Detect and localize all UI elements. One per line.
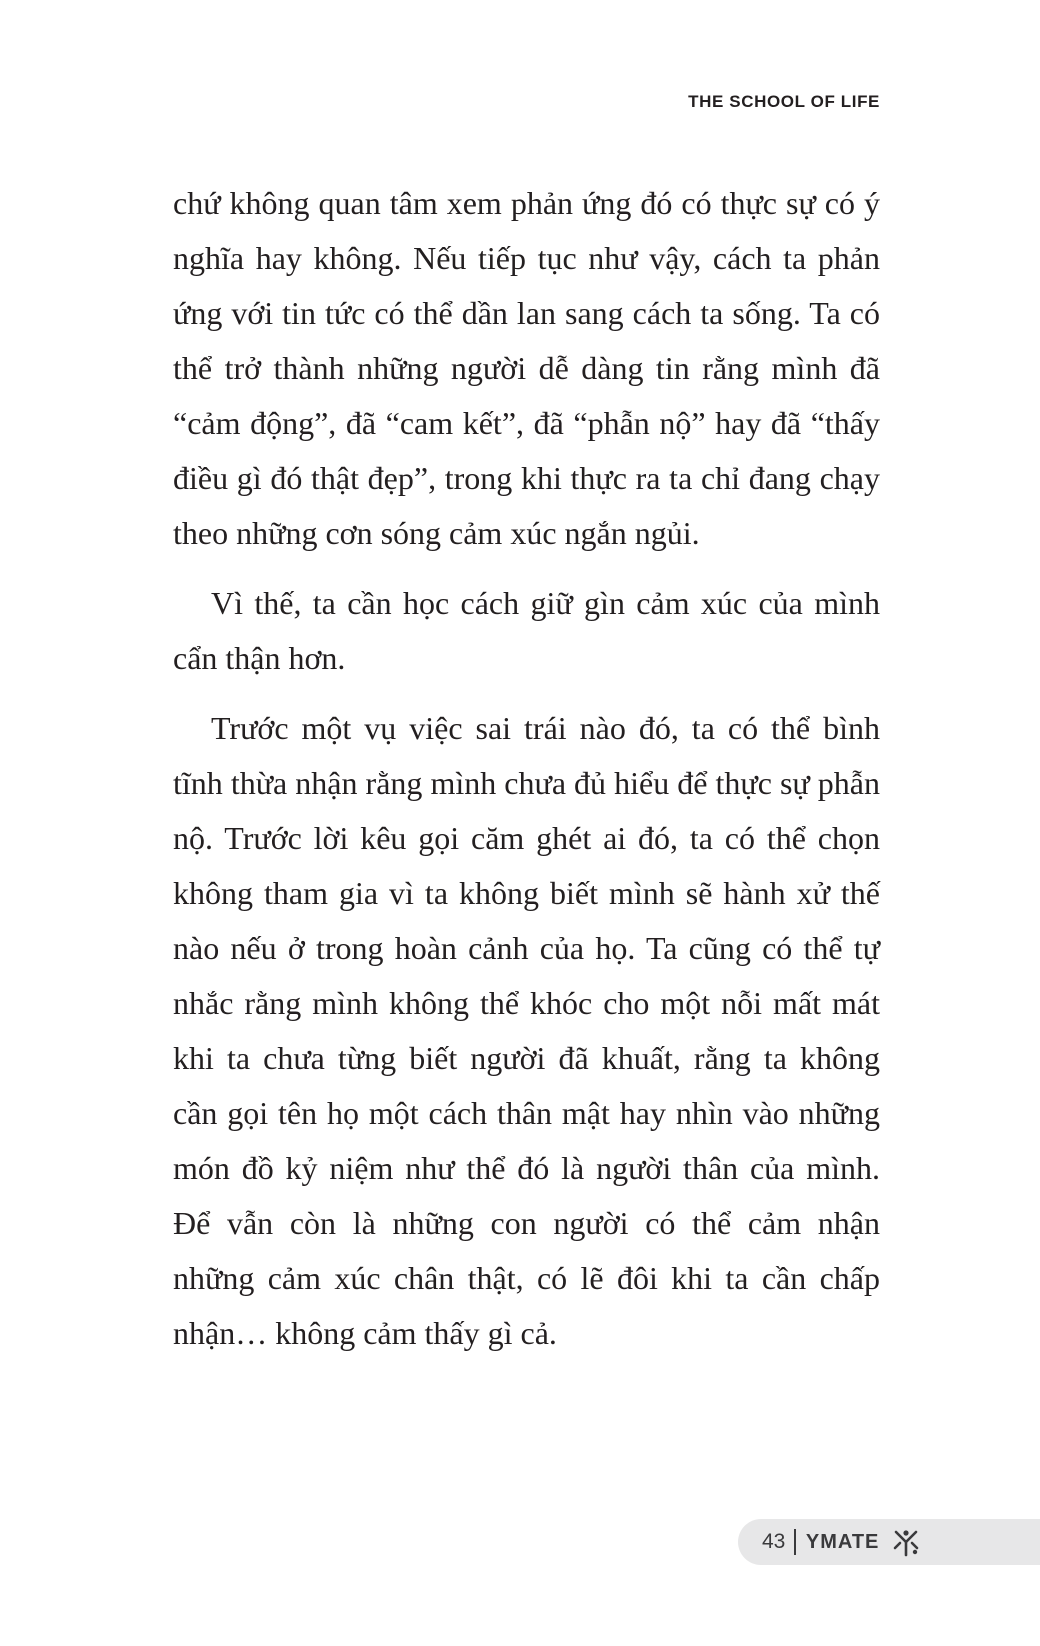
footer-divider [794,1529,796,1555]
ymate-logo-icon [891,1527,921,1557]
brand-name: YMATE [805,1530,880,1553]
paragraph-continuation: chứ không quan tâm xem phản ứng đó có thực sự có ý nghĩa hay không. Nếu tiếp tục như vậy, cách ta phản ứng với tin tức có thể dần lan sang cách ta sống. Ta có thể trở thành những người dễ dàng tin rằng mình đã “cảm động”, đã “cam kết”, đã “phẫn nộ” hay đã “thấy điều gì đó thật đẹp”, trong khi thực ra ta chỉ đang chạy theo những cơn sóng cảm xúc ngắn ngủi. [173,185,880,551]
page-footer [762,1519,921,1565]
page-number: 43 [762,1530,786,1553]
paragraph: Vì thế, ta cần học cách giữ gìn cảm xúc của mình cẩn thận hơn. [173,585,880,676]
paragraph: Trước một vụ việc sai trái nào đó, ta có thể bình tĩnh thừa nhận rằng mình chưa đủ hiểu để thực sự phẫn nộ. Trước lời kêu gọi căm ghét ai đó, ta có thể chọn không tham gia vì ta không biết mình sẽ hành xử thế nào nếu ở trong hoàn cảnh của họ. Ta cũng có thể tự nhắc rằng mình không thể khóc cho một nỗi mất mát khi ta chưa từng biết người đã khuất, rằng ta không cần gọi tên họ một cách thân mật hay nhìn vào những món đồ kỷ niệm như thể đó là người thân của mình. Để vẫn còn là những con người có thể cảm nhận những cảm xúc chân thật, có lẽ đôi khi ta cần chấp nhận… không cảm thấy gì cả. [173,710,880,1351]
running-header: THE SCHOOL OF LIFE [688,92,880,111]
body-text [173,176,880,1361]
